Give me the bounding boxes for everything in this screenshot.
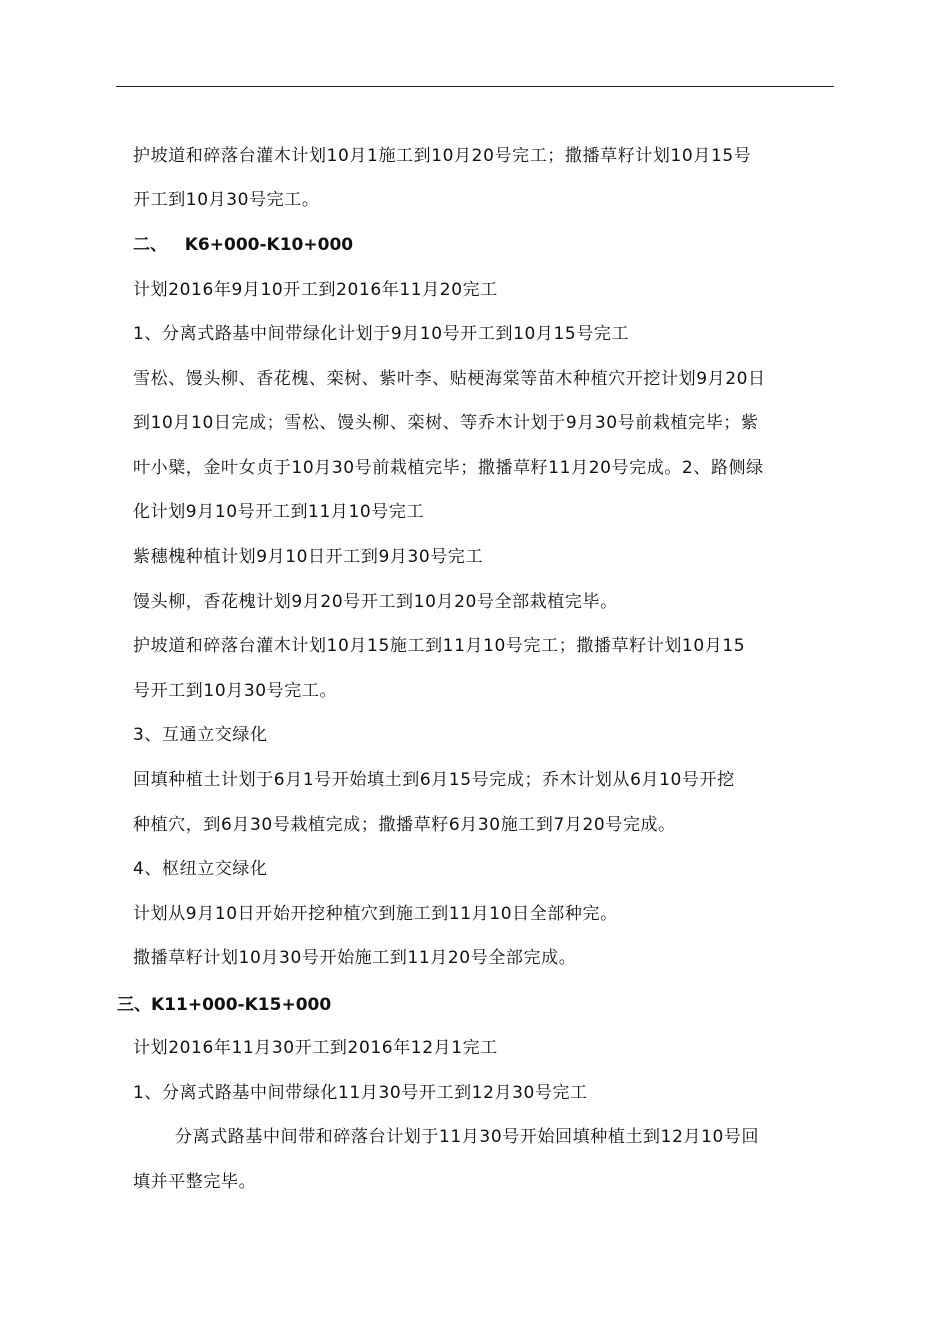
paragraph-line: 紫穗槐种植计划9月10日开工到9月30号完工 (133, 547, 484, 567)
paragraph-line: 分离式路基中间带和碎落台计划于11月30号开始回填种植土到12月10号回 (175, 1127, 760, 1147)
paragraph-line: 到10月10日完成；雪松、馒头柳、栾树、等乔木计划于9月30号前栽植完毕；紫 (133, 413, 759, 433)
section-heading-2: 二、 K6+000-K10+000 (133, 235, 354, 255)
paragraph-line: 号开工到10月30号完工。 (133, 681, 338, 701)
subheading-line: 1、分离式路基中间带绿化11月30号开工到12月30号完工 (133, 1083, 588, 1103)
paragraph-line: 计划2016年11月30开工到2016年12月1完工 (133, 1038, 498, 1058)
paragraph-line: 撒播草籽计划10月30号开始施工到11月20号全部完成。 (133, 948, 577, 968)
paragraph-line: 计划2016年9月10开工到2016年11月20完工 (133, 280, 498, 300)
paragraph-line: 馒头柳，香花槐计划9月20号开工到10月20号全部栽植完毕。 (133, 592, 618, 612)
paragraph-line: 护坡道和碎落台灌木计划10月15施工到11月10号完工；撒播草籽计划10月15 (133, 636, 746, 656)
paragraph-line: 填并平整完毕。 (133, 1172, 257, 1192)
paragraph-line: 计划从9月10日开始开挖种植穴到施工到11月10日全部种完。 (133, 904, 618, 924)
paragraph-line: 回填种植土计划于6月1号开始填土到6月15号完成；乔木计划从6月10号开挖 (133, 770, 735, 790)
subheading-line: 4、枢纽立交绿化 (133, 859, 268, 879)
subheading-line: 3、互通立交绿化 (133, 725, 268, 745)
paragraph-line: 种植穴，到6月30号栽植完成；撒播草籽6月30施工到7月20号完成。 (133, 815, 676, 835)
paragraph-line: 雪松、馒头柳、香花槐、栾树、紫叶李、贴梗海棠等苗木种植穴开挖计划9月20日 (133, 369, 766, 389)
paragraph-line: 开工到10月30号完工。 (133, 190, 320, 210)
subheading-line: 1、分离式路基中间带绿化计划于9月10号开工到10月15号完工 (133, 324, 630, 344)
paragraph-line: 叶小檗，金叶女贞于10月30号前栽植完毕；撒播草籽11月20号完成。2、路侧绿 (133, 458, 764, 478)
section-heading-3: 三、K11+000-K15+000 (117, 995, 332, 1015)
paragraph-line: 化计划9月10号开工到11月10号完工 (133, 502, 425, 522)
header-rule (116, 86, 834, 87)
paragraph-line: 护坡道和碎落台灌木计划10月1施工到10月20号完工；撒播草籽计划10月15号 (133, 146, 752, 166)
